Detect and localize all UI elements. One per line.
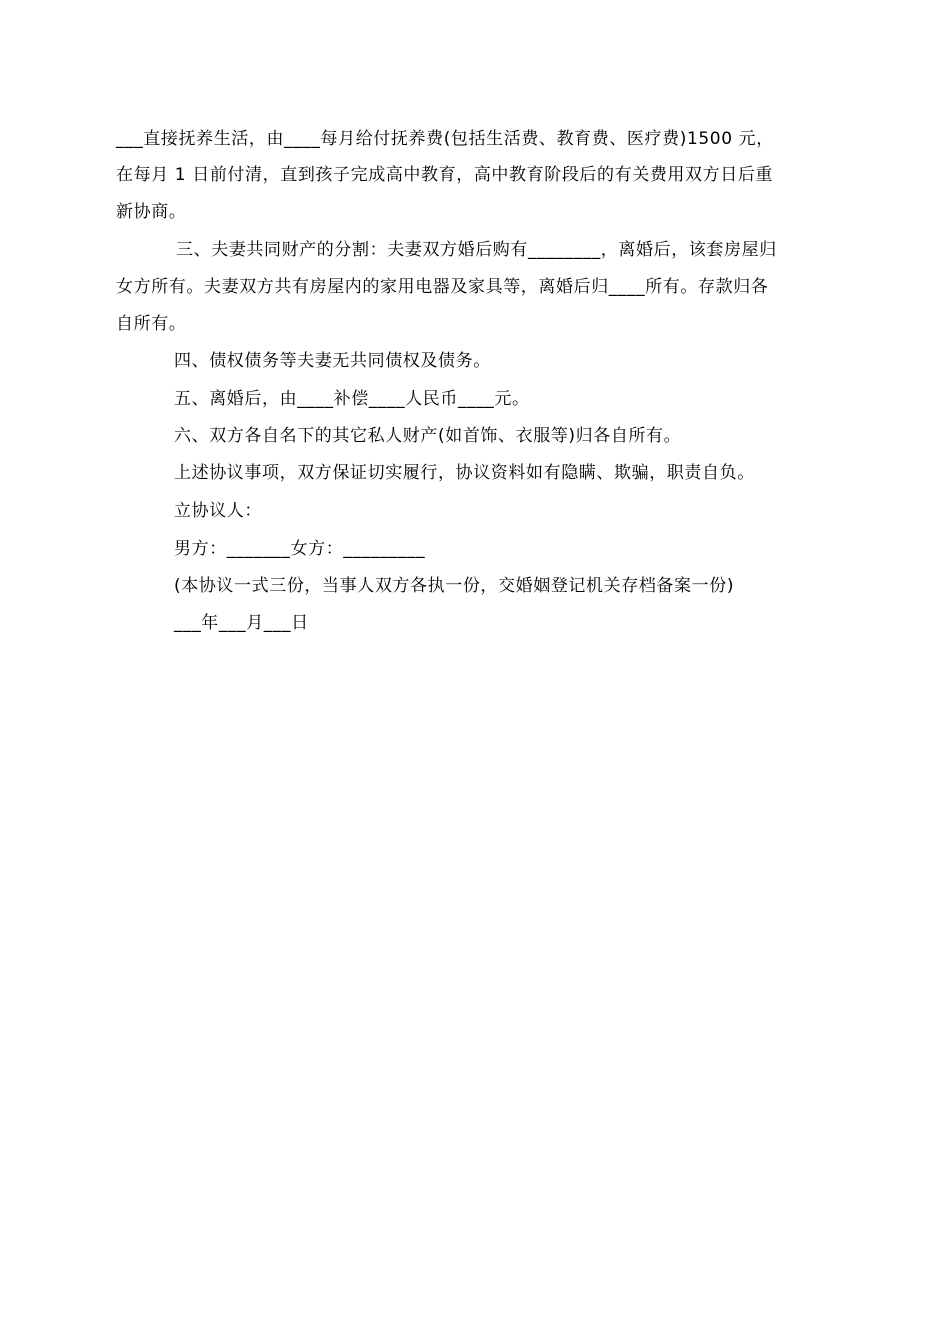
copies-note: (本协议一式三份，当事人双方各执一份，交婚姻登记机关存档备案一份) [174,576,735,596]
private-property-clause: 六、双方各自名下的其它私人财产(如首饰、衣服等)归各自所有。 [174,426,682,446]
debt-clause: 四、债权债务等夫妻无共同债权及债务。 [174,351,491,371]
property-clause-line-1: 三、夫妻共同财产的分割：夫妻双方婚后购有________，离婚后，该套房屋归 [176,240,777,260]
signature-line: 男方：_______女方：_________ [174,539,426,559]
date-line: ___年___月___日 [174,613,309,633]
compensation-clause: 五、离婚后，由____补偿____人民币____元。 [174,389,530,409]
paragraph-line-1: ___直接抚养生活，由____每月给付抚养费(包括生活费、教育费、医疗费)1500 元， [116,129,774,149]
guarantee-statement: 上述协议事项，双方保证切实履行，协议资料如有隐瞒、欺骗，职责自负。 [174,463,755,483]
paragraph-line-2: 在每月 1 日前付清，直到孩子完成高中教育，高中教育阶段后的有关费用双方日后重 [116,165,774,185]
property-clause-line-2: 女方所有。夫妻双方共有房屋内的家用电器及家具等，离婚后归____所有。存款归各 [116,277,769,297]
signatories-label: 立协议人： [174,501,262,521]
property-clause-line-3: 自所有。 [116,314,187,334]
paragraph-line-3: 新协商。 [116,202,187,222]
